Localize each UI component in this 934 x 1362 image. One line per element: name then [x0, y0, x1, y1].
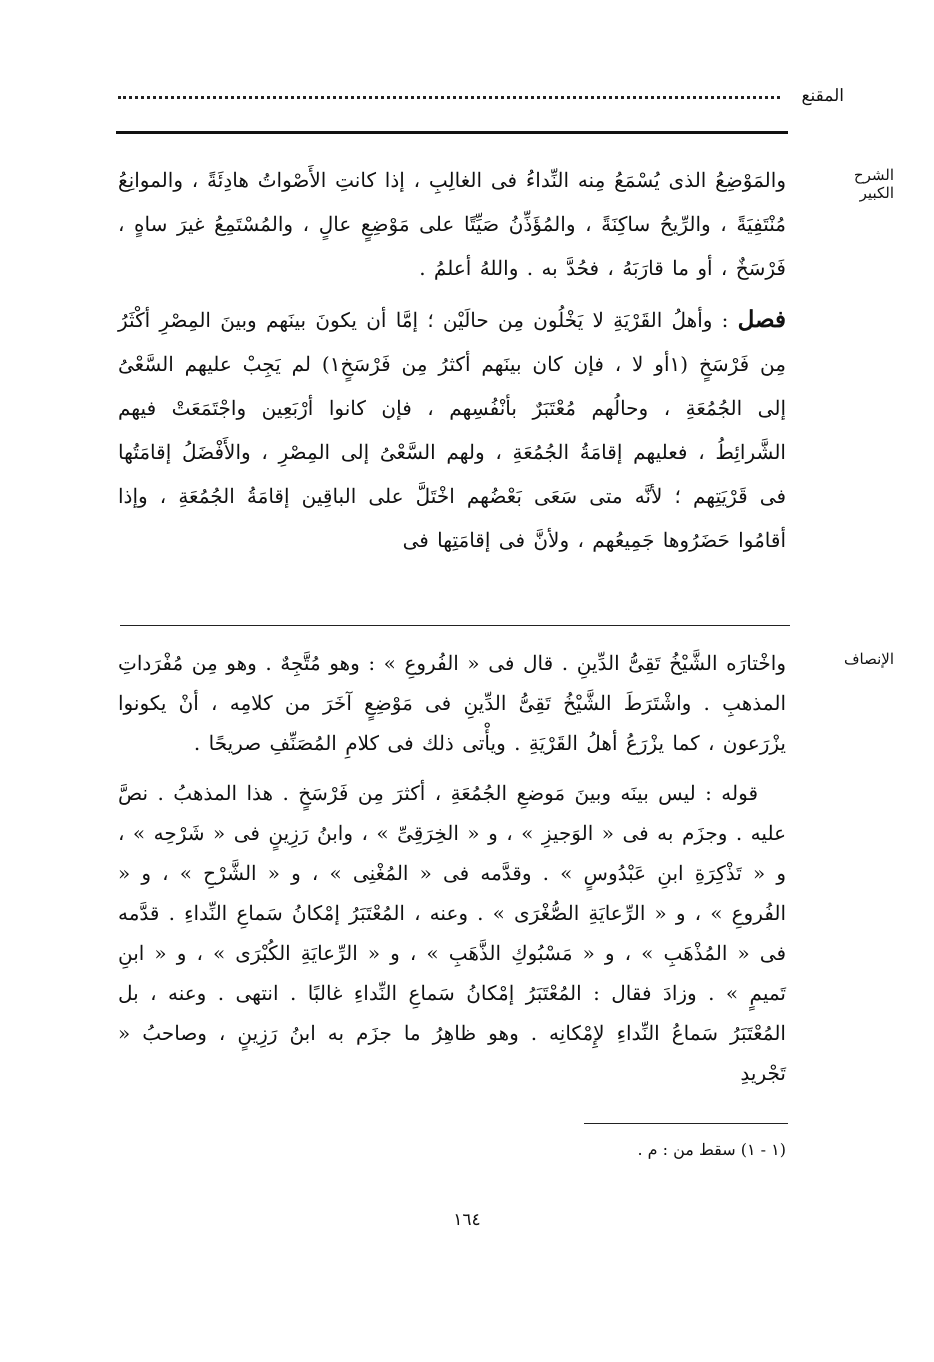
insaf-paragraph-1: واخْتارَه الشَّيْخُ تَقِىُّ الدِّينِ . قال فى « الفُروعِ » : وهو مُتَّجِهٌ . وهو مِن مُفْرَداتِ المذهبِ . واشْتَرَطَ الشَّيْخُ تَقِىُّ الدِّينِ فى مَوْضِعٍ آخَرَ من كلامِه ، أنْ يكونوا يزْرَعون ، كما يزْرَعُ أهلُ القَرْيَةِ . ويأْتى ذلك فى كلامِ المُصَنِّفِ صريحًا .	[118, 651, 786, 755]
insaf-text	[118, 643, 786, 1093]
sharh-paragraph-2	[118, 298, 786, 562]
fasl-heading: فصل	[737, 306, 786, 333]
insaf-paragraph-2: قوله : ليس بينَه وبينَ مَوضعِ الجُمُعَةِ ، أكثرَ مِن فَرْسَخٍ . هذا المذهبُ . نصَّ عليه . وجزَم به فى « الوَجيزِ » ، و « الخِرَقِىِّ » ، وابنُ رَزِينٍ فى « شَرْحِه » ، و « تَذْكِرَةِ ابنِ عَبْدُوسٍ » . وقدَّمه فى « المُغْنِى » ، و « الشَّرْحِ » ، و « الفُروعِ » ، و « الرِّعايَةِ الصُّغْرَى » . وعنه ، المُعْتَبَرُ إمْكانُ سَماعِ النِّداءِ . قدَّمه فى « المُذْهَبِ » ، و « مَسْبُوكِ الذَّهَبِ » ، و « الرِّعايَةِ الكُبْرَى » ، و « ابنِ تَميمٍ » . وزادَ فقال : المُعْتَبَرُ إمْكانُ سَماعِ النِّداءِ غالبًا . انتهى . وعنه ، بل المُعْتَبَرُ سَماعُ النِّداءِ لإِمْكانِه . وهو ظاهِرُ ما جزَم به ابنُ رَزِينٍ ، وصاحبُ « تَجْريدِ	[118, 781, 786, 1085]
footnote: (١ - ١) سقط من : م .	[637, 1140, 786, 1159]
header-dotted-line	[118, 96, 780, 99]
page-number: ١٦٤	[453, 1210, 481, 1230]
section-label-insaf: الإنصاف	[843, 650, 894, 668]
sharh-paragraph-2-body: : وأهلُ القَرْيَةِ لا يَخْلُون مِن حالَيْن ؛ إمَّا أن يكونَ بينَهم وبينَ المِصْرِ أكْثَرُ مِن فَرْسَخٍ (١أو لا ، فإن كان بينَهم أكثرُ مِن فَرْسَخٍ١) لم يَجِبْ عليهم السَّعْىُ إلى الجُمُعَةِ ، وحالُهم مُعْتَبَرٌ بأنْفُسِهم ، فإن كانوا أرْبَعِين واجْتَمَعَتْ فيهم الشَّرائِطُ ، فعليهم إقامَةُ الجُمُعَةِ ، ولهم السَّعْىُ إلى المِصْرِ ، والأَفْضَلُ إقامَتُها فى قَرْيَتِهم ؛ لأنَّه متى سَعَى بَعْضُهم اخْتَلَّ على الباقِين إقامَةُ الجُمُعَةِ ، وإذا أقامُوا حَضَرُوها جَمِيعُهم ، ولأنَّ فى إقامَتِها فى	[118, 308, 786, 552]
section-label-sharh-kabir: الشرح الكبير	[853, 166, 894, 202]
sharh-kabir-text	[118, 158, 786, 562]
footnote-rule	[584, 1123, 788, 1124]
running-header-title: المقنع	[801, 86, 844, 106]
section-divider	[120, 625, 790, 626]
sharh-paragraph-1: والمَوْضِعُ الذى يُسْمَعُ مِنه النِّداءُ فى الغالِبِ ، إذا كانتِ الأَصْواتُ هادِئَةً ، والموانِعُ مُنْتَفِيَةً ، والرِّيحُ ساكِنَةً ، والمُؤَذِّنُ صَيِّتًا على مَوْضِعٍ عالٍ ، والمُسْتَمِعُ غيرَ ساهٍ ، فَرْسَخٌ ، أو ما قارَبَهُ ، فحُدَّ به . واللهُ أعلمُ .	[118, 168, 786, 280]
header-rule	[116, 131, 788, 134]
